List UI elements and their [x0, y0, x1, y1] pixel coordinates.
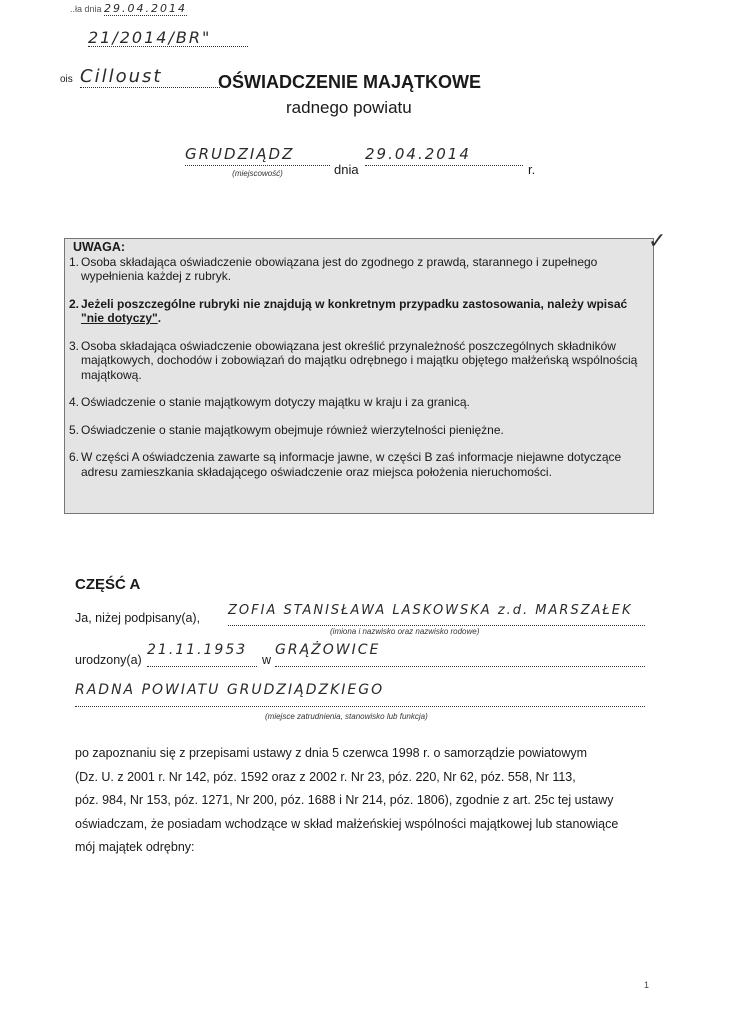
- notice-item: [69, 422, 645, 438]
- document-subtitle: radnego powiatu: [286, 98, 412, 117]
- part-a-heading: CZĘŚĆ A: [75, 576, 141, 593]
- document-title: OŚWIADCZENIE MAJĄTKOWE: [218, 72, 481, 92]
- place-field[interactable]: GRUDZIĄDZ: [185, 145, 330, 166]
- notice-item: [69, 296, 645, 326]
- birth-date-field[interactable]: 21.11.1953: [147, 642, 257, 667]
- notice-item: [69, 254, 645, 284]
- paragraph-line: (Dz. U. z 2001 r. Nr 142, póz. 1592 oraz z 2002 r. Nr 23, póz. 220, Nr 62, póz. 558, Nr 113,: [75, 769, 576, 784]
- birth-row: [75, 642, 645, 672]
- position-field[interactable]: RADNA POWIATU GRUDZIĄDZKIEGO: [75, 682, 645, 707]
- checkmark-icon: ✓: [648, 228, 667, 253]
- notice-item-number: 2.: [69, 296, 80, 311]
- place-block: [185, 145, 330, 178]
- notice-item: [69, 395, 645, 410]
- paragraph-line: mój majątek odrębny:: [75, 840, 195, 854]
- notice-item-text: W części A oświadczenia zawarte są informacje jawne, w części B zaś informacje niejawne dotyczące adresu zamieszkania składającego oświadczenie oraz miejsca położenia nieruchomości.: [81, 450, 622, 479]
- stamp-date: [70, 2, 187, 15]
- notice-item-text: Osoba składająca oświadczenie obowiązana jest określić przynależność poszczególnych składników majątkowych, dochodów i zobowiązań do majątku odrębnego i majątku objętego małżeńską wspólnością majątkową.: [81, 338, 638, 382]
- date-suffix: r.: [528, 162, 536, 177]
- notice-item: [69, 338, 645, 383]
- stamp-date-value: 29.04.2014: [104, 2, 188, 15]
- stamp-reference: 21/2014/BR": [88, 28, 248, 47]
- position-caption: (miejsce zatrudnienia, stanowisko lub funkcja): [265, 712, 428, 721]
- notice-item-number: 5.: [69, 422, 80, 437]
- notice-list: [69, 254, 645, 480]
- stamp-signature-label: ois: [60, 74, 73, 85]
- birth-place-field[interactable]: GRĄŻOWICE: [275, 642, 645, 667]
- place-caption: (miejscowość): [232, 169, 283, 178]
- notice-item-text: Osoba składająca oświadczenie obowiązana jest do zgodnego z prawdą, starannego i zupełnego wypełnienia każdej z rubryk.: [81, 254, 598, 283]
- notice-item-number: 6.: [69, 450, 80, 464]
- notice-item-text: Oświadczenie o stanie majątkowym dotyczy majątku w kraju i za granicą.: [81, 395, 470, 409]
- notice-item-number: 3.: [69, 338, 80, 353]
- date-label: dnia: [334, 162, 359, 177]
- stamp-signature: Cilloust: [80, 66, 220, 88]
- notice-item-end: .: [157, 311, 162, 325]
- notice-item: [69, 450, 645, 479]
- stamp-date-label: ..ła dnia: [70, 4, 102, 14]
- name-label: Ja, niżej podpisany(a),: [75, 611, 201, 625]
- name-caption: (imiona i nazwisko oraz nazwisko rodowe): [330, 627, 480, 636]
- paragraph-line: po zapoznaniu się z przepisami ustawy z dnia 5 czerwca 1998 r. o samorządzie powiatowym: [75, 746, 588, 760]
- birth-place-label: w: [262, 653, 272, 667]
- notice-item-emphasis: "nie dotyczy": [81, 311, 158, 325]
- notice-item-text: Jeżeli poszczególne rubryki nie znajdują w konkretnym przypadku zastosowania, należy wpisać: [81, 296, 628, 311]
- paragraph-line: oświadczam, że posiadam wchodzące w skład małżeńskiej wspólności majątkowej lub stanowiące: [75, 816, 619, 831]
- notice-box: [64, 238, 654, 514]
- birth-label: urodzony(a): [75, 653, 142, 667]
- name-field[interactable]: ZOFIA STANISŁAWA LASKOWSKA z.d. MARSZAŁEK: [228, 603, 645, 626]
- notice-item-number: 1.: [69, 254, 80, 269]
- paragraph-line: póz. 984, Nr 153, póz. 1271, Nr 200, póz. 1688 i Nr 214, póz. 1806), zgodnie z art. 25c tej ustawy: [75, 793, 614, 807]
- stamp-signature-row: [60, 66, 220, 86]
- declaration-paragraph: [75, 742, 655, 860]
- notice-title: UWAGA:: [73, 240, 126, 254]
- page-number: 1: [644, 980, 650, 990]
- date-field[interactable]: 29.04.2014: [365, 145, 523, 166]
- notice-item-text: Oświadczenie o stanie majątkowym obejmuje również wierzytelności pieniężne.: [81, 422, 504, 437]
- notice-item-number: 4.: [69, 395, 80, 409]
